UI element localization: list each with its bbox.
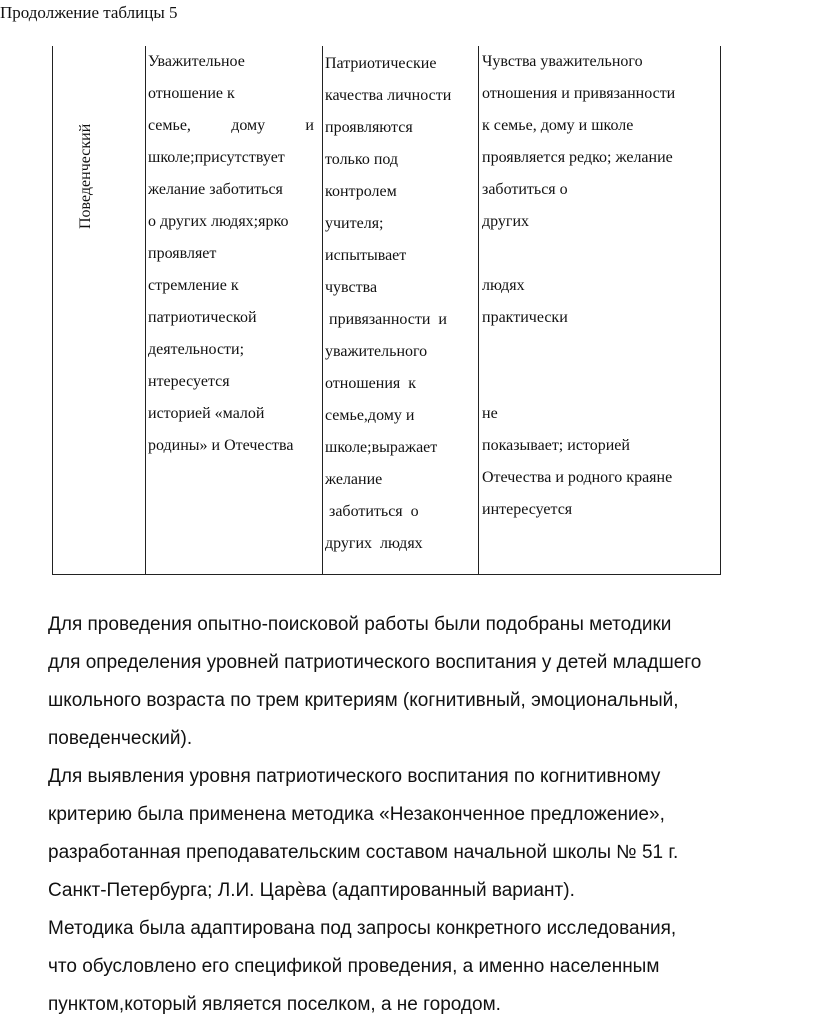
cell-line: семье,дому и [325, 407, 415, 424]
cell-line: патриотической [148, 309, 257, 326]
cell-line: не [482, 405, 498, 422]
cell-line-blank [482, 238, 720, 270]
cell-line: проявляется редко; желание [482, 149, 673, 166]
cell-line: желание [325, 471, 383, 488]
cell-line: желание заботиться [148, 181, 283, 198]
cell-line: Чувства уважительного [482, 53, 643, 70]
cell-line: школе;присутствует [148, 149, 285, 166]
high-level-cell [146, 46, 323, 574]
cell-line: к семье, дому и школе [482, 117, 634, 134]
cell-line: проявляет [148, 245, 217, 262]
cell-line: Патриотические [325, 55, 437, 72]
cell-line: других людях [325, 535, 423, 552]
cell-line: родины» и Отечества [148, 437, 294, 454]
cell-line: проявляются [325, 119, 413, 136]
cell-line: людях [482, 277, 525, 294]
cell-line [148, 110, 314, 142]
cell-line: школе;выражает [325, 439, 438, 456]
paragraph-line: Для выявления уровня патриотического воспитания по когнитивному [48, 766, 661, 787]
cell-word: семье, [148, 117, 191, 134]
cell-line: деятельности; [148, 341, 245, 358]
level-label: Поведенческий [77, 123, 94, 229]
cell-line: Отечества и родного краяне [482, 469, 673, 486]
low-level-cell [479, 46, 720, 574]
cell-line: других [482, 213, 530, 230]
body-paragraph [48, 606, 788, 1024]
cell-line: привязанности и [325, 311, 447, 328]
cell-line: историей «малой [148, 405, 265, 422]
cell-line: отношение к [148, 85, 235, 102]
cell-line: практически [482, 309, 568, 326]
cell-line: чувства [325, 279, 378, 296]
medium-level-cell [323, 46, 479, 574]
paragraph-line: Для проведения опытно-поисковой работы были подобраны методики [48, 614, 672, 635]
level-cell [53, 46, 146, 574]
paragraph-line: Методика была адаптирована под запросы конкретного исследования, [48, 918, 677, 939]
cell-line: контролем [325, 183, 397, 200]
paragraph-line: школьного возраста по трем критериям (когнитивный, эмоциональный, [48, 690, 679, 711]
cell-line: только под [325, 151, 399, 168]
criteria-table [52, 46, 721, 575]
paragraph-line: для определения уровней патриотического воспитания у детей младшего [48, 652, 702, 673]
cell-line-blank [482, 366, 720, 398]
cell-line: отношения к [325, 375, 417, 392]
cell-word: и [305, 117, 314, 134]
paragraph-line: поведенческий). [48, 728, 193, 749]
cell-line: показывает; историей [482, 437, 630, 454]
paragraph-line: пунктом,который является поселком, а не городом. [48, 994, 501, 1015]
cell-line: стремление к [148, 277, 239, 294]
cell-line: заботиться о [325, 503, 419, 520]
cell-line: интересуется [482, 501, 573, 518]
table-continuation-caption: Продолжение таблицы 5 [0, 3, 178, 22]
cell-line: заботиться о [482, 181, 568, 198]
paragraph-line: критерию была применена методика «Незаконченное предложение», [48, 804, 665, 825]
cell-line-blank [482, 334, 720, 366]
cell-line: Уважительное [148, 53, 245, 70]
cell-word: дому [231, 117, 266, 134]
cell-line: качества личности [325, 87, 452, 104]
paragraph-line: разработанная преподавательским составом начальной школы № 51 г. [48, 842, 679, 863]
paragraph-line: что обусловлено его спецификой проведения, а именно населенным [48, 956, 660, 977]
cell-line: отношения и привязанности [482, 85, 676, 102]
cell-line: испытывает [325, 247, 407, 264]
paragraph-line: Санкт-Петербурга; Л.И. Царѐва (адаптированный вариант). [48, 880, 575, 901]
cell-line: нтересуется [148, 373, 230, 390]
cell-line: о других людях;ярко [148, 213, 289, 230]
cell-line: уважительного [325, 343, 428, 360]
cell-line: учителя; [325, 215, 384, 232]
